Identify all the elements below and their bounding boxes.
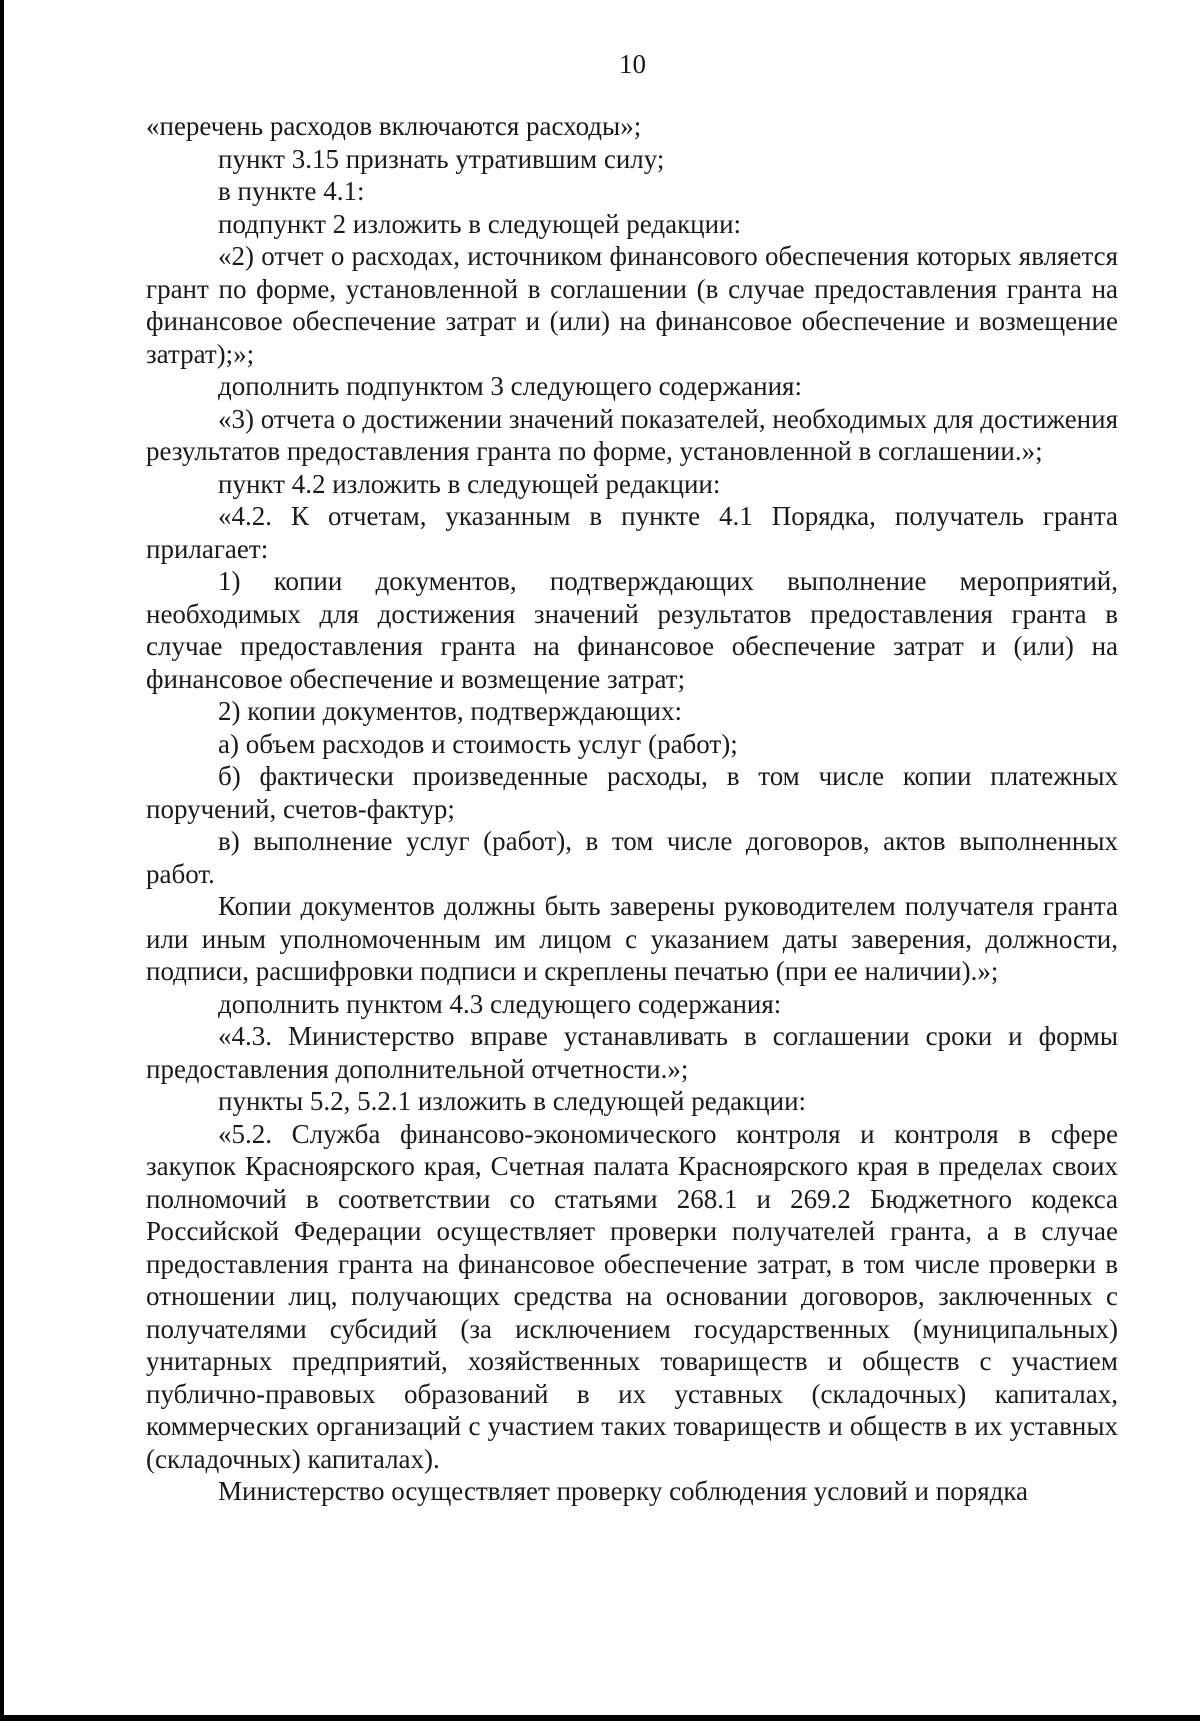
paragraph: «4.2. К отчетам, указанным в пункте 4.1 Порядка, получатель гранта прилагает: bbox=[146, 501, 1118, 564]
paragraph: «3) отчета о достижении значений показателей, необходимых для достижения результатов предоставления гранта по форме, установленной в соглашении.»; bbox=[146, 403, 1118, 466]
paragraph: пункт 3.15 признать утратившим силу; bbox=[218, 143, 665, 174]
paragraph: «5.2. Служба финансово-экономического контроля и контроля в сфере закупок Красноярского края, Счетная палата Красноярского края в пределах своих полномочий в соответствии со статьями 268.1 и 269.2 Бюджетного кодекса Российской Федерации осуществляет проверки получателей гранта, а в случае предоставления гранта на финансовое обеспечение затрат, в том числе проверки в отношении лиц, получающих средства на основании договоров, заключенных с получателями субсидий (за исключением государственных (муниципальных) унитарных предприятий, хозяйственных товариществ и обществ с участием публично-правовых образований в их уставных (складочных) капиталах, коммерческих организаций с участием таких товариществ и обществ в их уставных (складочных) капиталах). bbox=[146, 1118, 1118, 1474]
paragraph: в пункте 4.1: bbox=[218, 176, 365, 206]
paragraph: Копии документов должны быть заверены руководителем получателя гранта или иным уполномоченным им лицом с указанием даты заверения, должности, подписи, расшифровки подписи и скреплены печатью (при ее наличии).»; bbox=[146, 891, 1118, 986]
paragraph: дополнить пунктом 4.3 следующего содержания: bbox=[218, 988, 782, 1019]
paragraph: подпункт 2 изложить в следующей редакции: bbox=[218, 208, 742, 239]
paragraph: пункты 5.2, 5.2.1 изложить в следующей редакции: bbox=[218, 1086, 807, 1116]
paragraph: «4.3. Министерство вправе устанавливать в соглашении сроки и формы предоставления дополнительной отчетности.»; bbox=[146, 1021, 1118, 1084]
paragraph: Министерство осуществляет проверку соблюдения условий и порядка bbox=[218, 1476, 1029, 1506]
paragraph: а) объем расходов и стоимость услуг (работ); bbox=[218, 728, 738, 759]
paragraph: «перечень расходов включаются расходы»; bbox=[146, 111, 642, 141]
paragraph: дополнить подпунктом 3 следующего содержания: bbox=[218, 371, 802, 401]
scan-edge-bottom bbox=[0, 1715, 1200, 1721]
paragraph: пункт 4.2 изложить в следующей редакции: bbox=[218, 468, 721, 499]
paragraph: б) фактически произведенные расходы, в том числе копии платежных поручений, счетов-фактур; bbox=[146, 761, 1118, 824]
scan-edge-left bbox=[0, 0, 4, 1721]
page-number: 10 bbox=[619, 49, 646, 79]
paragraph: «2) отчет о расходах, источником финансового обеспечения которых является грант по форме, установленной в соглашении (в случае предоставления гранта на финансовое обеспечение затрат и (или) на финансовое обеспечение и возмещение затрат);»; bbox=[146, 241, 1118, 369]
paragraph: в) выполнение услуг (работ), в том числе договоров, актов выполненных работ. bbox=[146, 826, 1118, 889]
document-body bbox=[146, 110, 1118, 1508]
paragraph: 1) копии документов, подтверждающих выполнение мероприятий, необходимых для достижения значений результатов предоставления гранта в случае предоставления гранта на финансовое обеспечение затрат и (или) на финансовое обеспечение и возмещение затрат; bbox=[146, 566, 1118, 694]
paragraph: 2) копии документов, подтверждающих: bbox=[218, 696, 682, 726]
